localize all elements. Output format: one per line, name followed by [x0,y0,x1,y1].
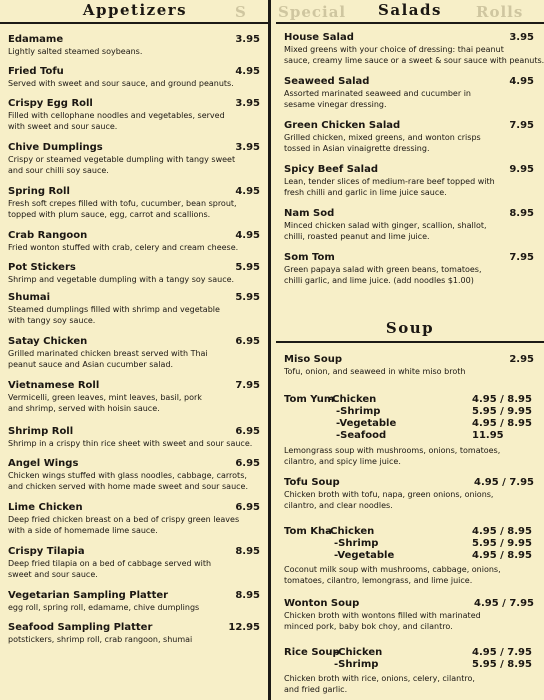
item-desc: and shrimp, served with hoisin sauce. [8,403,160,413]
item-price: 6.95 [235,336,260,347]
item-name: Spring Roll [8,186,70,197]
item-name: Fried Tofu [8,66,64,77]
variant-price: 4.95 / 8.95 [472,418,532,429]
item-desc: Minced chicken salad with ginger, scallion, shallot, [284,221,487,230]
item-desc: Green papaya salad with green beans, tomatoes, [284,265,482,274]
item-desc: and chicken served with home made sweet and sour sauce. [8,481,248,491]
item-price: 8.95 [235,546,260,557]
menu-item-vietnamese-roll [8,380,262,414]
ghost-text-special: Special [278,3,347,21]
item-price: 4.95 / 7.95 [474,477,534,488]
item-price: 4.95 [235,186,260,197]
item-name: Vietnamese Roll [8,380,100,391]
soup-title: Soup [385,319,435,337]
item-desc: Chicken broth with wontons filled with marinated [284,611,481,620]
item-price: 5.95 [235,262,260,273]
item-name: Tofu Soup [284,477,340,488]
menu-item-seafood-platter [8,622,262,646]
item-name: Spicy Beef Salad [284,164,379,175]
item-desc: fresh chilli and garlic in lime juice sauce. [284,187,447,197]
item-desc: potstickers, shrimp roll, crab rangoon, shumai [8,635,193,644]
item-price: 6.95 [235,502,260,513]
menu-item-house-salad [284,32,544,66]
ghost-text-rolls: Rolls [476,3,524,21]
item-desc: and sour chilli soy sauce. [8,165,109,175]
item-desc: with tangy soy sauce. [8,315,96,325]
variant-label: -Vegetable [334,550,395,561]
item-price: 7.95 [509,252,534,263]
item-name: Rice Soup [284,647,340,658]
item-price: 6.95 [235,426,260,437]
item-desc: Served with sweet and sour sauce, and ground peanuts. [8,79,234,88]
item-desc: and fried garlic. [284,685,348,694]
variant-price: 5.95 / 9.95 [472,538,532,549]
item-desc: cilantro, and clear noodles. [284,500,393,510]
item-price: 12.95 [228,622,260,633]
menu-item-fried-tofu [8,66,262,90]
menu-item-green-chicken-salad [284,120,536,154]
item-desc: sweet and sour sauce. [8,569,98,579]
item-desc: cilantro, and spicy lime juice. [284,457,401,466]
item-desc: Shrimp and vegetable dumpling with a tangy soy sauce. [8,275,235,284]
menu-item-rice-soup [284,647,536,697]
soup-header [276,318,544,337]
item-desc: Grilled chicken, mixed greens, and wonton crisps [284,133,481,142]
ghost-text-left: S [235,3,247,21]
item-price: 7.95 [235,380,260,391]
menu-item-shrimp-roll [8,426,262,450]
item-desc: Deep fried tilapia on a bed of cabbage served with [8,559,212,568]
item-price: 3.95 [235,34,260,45]
item-name: Tom Yum [284,394,335,405]
menu-item-som-tom [284,252,536,286]
item-desc: chilli garlic, and lime juice. (add noodles $1.00) [284,275,474,285]
item-price: 3.95 [509,32,534,43]
variant-label: -Seafood [336,430,387,441]
item-name: Wonton Soup [284,598,360,609]
item-name: House Salad [284,32,354,43]
variant-label: -Shrimp [336,406,381,417]
item-desc: Lightly salted steamed soybeans. [8,47,143,56]
item-desc: Deep fried chicken breast on a bed of crispy green leaves [8,515,240,524]
item-price: 8.95 [509,208,534,219]
item-name: Edamame [8,34,64,45]
variant-price: 5.95 / 8.95 [472,659,532,670]
item-desc: Grilled marinated chicken breast served with Thai [8,349,208,358]
item-name: Chive Dumplings [8,142,103,153]
soup-divider [276,341,544,343]
item-name: Satay Chicken [8,336,88,347]
item-price: 5.95 [235,292,260,303]
item-desc: peanut sauce and Asian cucumber salad. [8,359,174,369]
item-desc: Coconut milk soup with mushrooms, cabbage, onions, [284,565,501,574]
item-price: 4.95 / 7.95 [474,598,534,609]
item-desc: chilli, roasted peanut and lime juice. [284,231,430,241]
item-name: Seaweed Salad [284,76,370,87]
item-price: 4.95 [235,230,260,241]
item-desc: Crispy or steamed vegetable dumpling with tangy sweet [8,155,236,164]
item-name: Som Tom [284,252,335,263]
menu-item-wonton-soup [284,598,536,632]
salads-title: Salads [378,1,442,19]
item-name: Crispy Tilapia [8,546,85,557]
item-desc: Fried wonton stuffed with crab, celery and cream cheese. [8,243,239,252]
menu-item-tom-kha [284,526,536,590]
item-name: Angel Wings [8,458,79,469]
item-desc: sauce, creamy lime sauce or a sweet & sour sauce with peanuts. [284,55,544,65]
column-divider [268,0,271,700]
variant-label: -Shrimp [334,659,379,670]
item-desc: Chicken broth with rice, onions, celery, cilantro, [284,674,475,683]
menu-item-edamame [8,34,262,58]
menu-item-miso-soup [284,354,536,378]
item-desc: Lean, tender slices of medium-rare beef topped with [284,177,495,186]
menu-item-crispy-egg-roll [8,98,262,132]
variant-price: 4.95 / 8.95 [472,394,532,405]
item-price: 2.95 [509,354,534,365]
item-price: 7.95 [509,120,534,131]
item-desc: egg roll, spring roll, edamame, chive dumplings [8,603,200,612]
item-desc: topped with plum sauce, egg, carrot and scallions. [8,209,211,219]
item-desc: Vermicelli, green leaves, mint leaves, basil, pork [8,393,202,402]
menu-item-vegetarian-platter [8,590,262,614]
item-desc: Fresh soft crepes filled with tofu, cucumber, bean sprout, [8,199,237,208]
variant-label: -Chicken [328,394,377,405]
item-name: Shrimp Roll [8,426,74,437]
variant-price: 4.95 / 8.95 [472,550,532,561]
item-price: 4.95 [235,66,260,77]
item-name: Seafood Sampling Platter [8,622,153,633]
variant-price: 5.95 / 9.95 [472,406,532,417]
item-price: 4.95 [509,76,534,87]
appetizers-title: Appetizers [82,1,188,19]
appetizers-header [0,0,270,24]
menu-item-crab-rangoon [8,230,262,254]
menu-item-satay-chicken [8,336,262,370]
item-desc: Chicken wings stuffed with glass noodles, cabbage, carrots, [8,471,247,480]
variant-price: 11.95 [472,430,504,441]
item-name: Pot Stickers [8,262,76,273]
item-desc: Filled with cellophane noodles and vegetables, served [8,111,225,120]
menu-item-pot-stickers [8,262,262,286]
variant-label: -Vegetable [336,418,397,429]
item-desc: minced pork, baby bok choy, and cilantro. [284,621,453,631]
menu-item-chive-dumplings [8,142,262,176]
item-name: Green Chicken Salad [284,120,401,131]
item-name: Crispy Egg Roll [8,98,93,109]
menu-item-seaweed-salad [284,76,536,110]
item-price: 3.95 [235,142,260,153]
item-price: 3.95 [235,98,260,109]
item-desc: tossed in Asian vinaigrette dressing. [284,143,430,153]
menu-item-lime-chicken [8,502,262,536]
item-name: Nam Sod [284,208,335,219]
item-name: Shumai [8,292,51,303]
menu-item-shumai [8,292,262,326]
item-desc: tomatoes, cilantro, lemongrass, and lime juice. [284,576,473,585]
menu-item-spring-roll [8,186,262,220]
item-desc: Steamed dumplings filled with shrimp and vegetable [8,305,220,314]
item-desc: Lemongrass soup with mushrooms, onions, tomatoes, [284,446,501,455]
item-desc: Shrimp in a crispy thin rice sheet with sweet and sour sauce. [8,439,253,448]
variant-price: 4.95 / 8.95 [472,526,532,537]
menu-item-nam-sod [284,208,536,242]
item-name: Tom Kha [284,526,332,537]
menu-item-tofu-soup [284,477,536,511]
item-desc: Chicken broth with tofu, napa, green onions, onions, [284,490,494,499]
item-name: Crab Rangoon [8,230,88,241]
variant-price: 4.95 / 7.95 [472,647,532,658]
item-desc: with sweet and sour sauce. [8,121,118,131]
item-desc: sesame vinegar dressing. [284,99,387,109]
item-price: 6.95 [235,458,260,469]
menu-item-crispy-tilapia [8,546,262,580]
item-desc: Mixed greens with your choice of dressing: thai peanut [284,45,504,54]
item-desc: Tofu, onion, and seaweed in white miso broth [284,367,466,376]
menu-item-angel-wings [8,458,262,492]
item-price: 9.95 [509,164,534,175]
menu-item-spicy-beef-salad [284,164,536,198]
variant-label: -Chicken [326,526,375,537]
item-name: Vegetarian Sampling Platter [8,590,169,601]
variant-label: -Shrimp [334,538,379,549]
menu-item-tom-yum [284,394,536,474]
item-price: 8.95 [235,590,260,601]
item-name: Lime Chicken [8,502,83,513]
item-name: Miso Soup [284,354,343,365]
item-desc: Assorted marinated seaweed and cucumber in [284,89,471,98]
variant-label: -Chicken [334,647,383,658]
item-desc: with a side of homemade lime sauce. [8,525,158,535]
